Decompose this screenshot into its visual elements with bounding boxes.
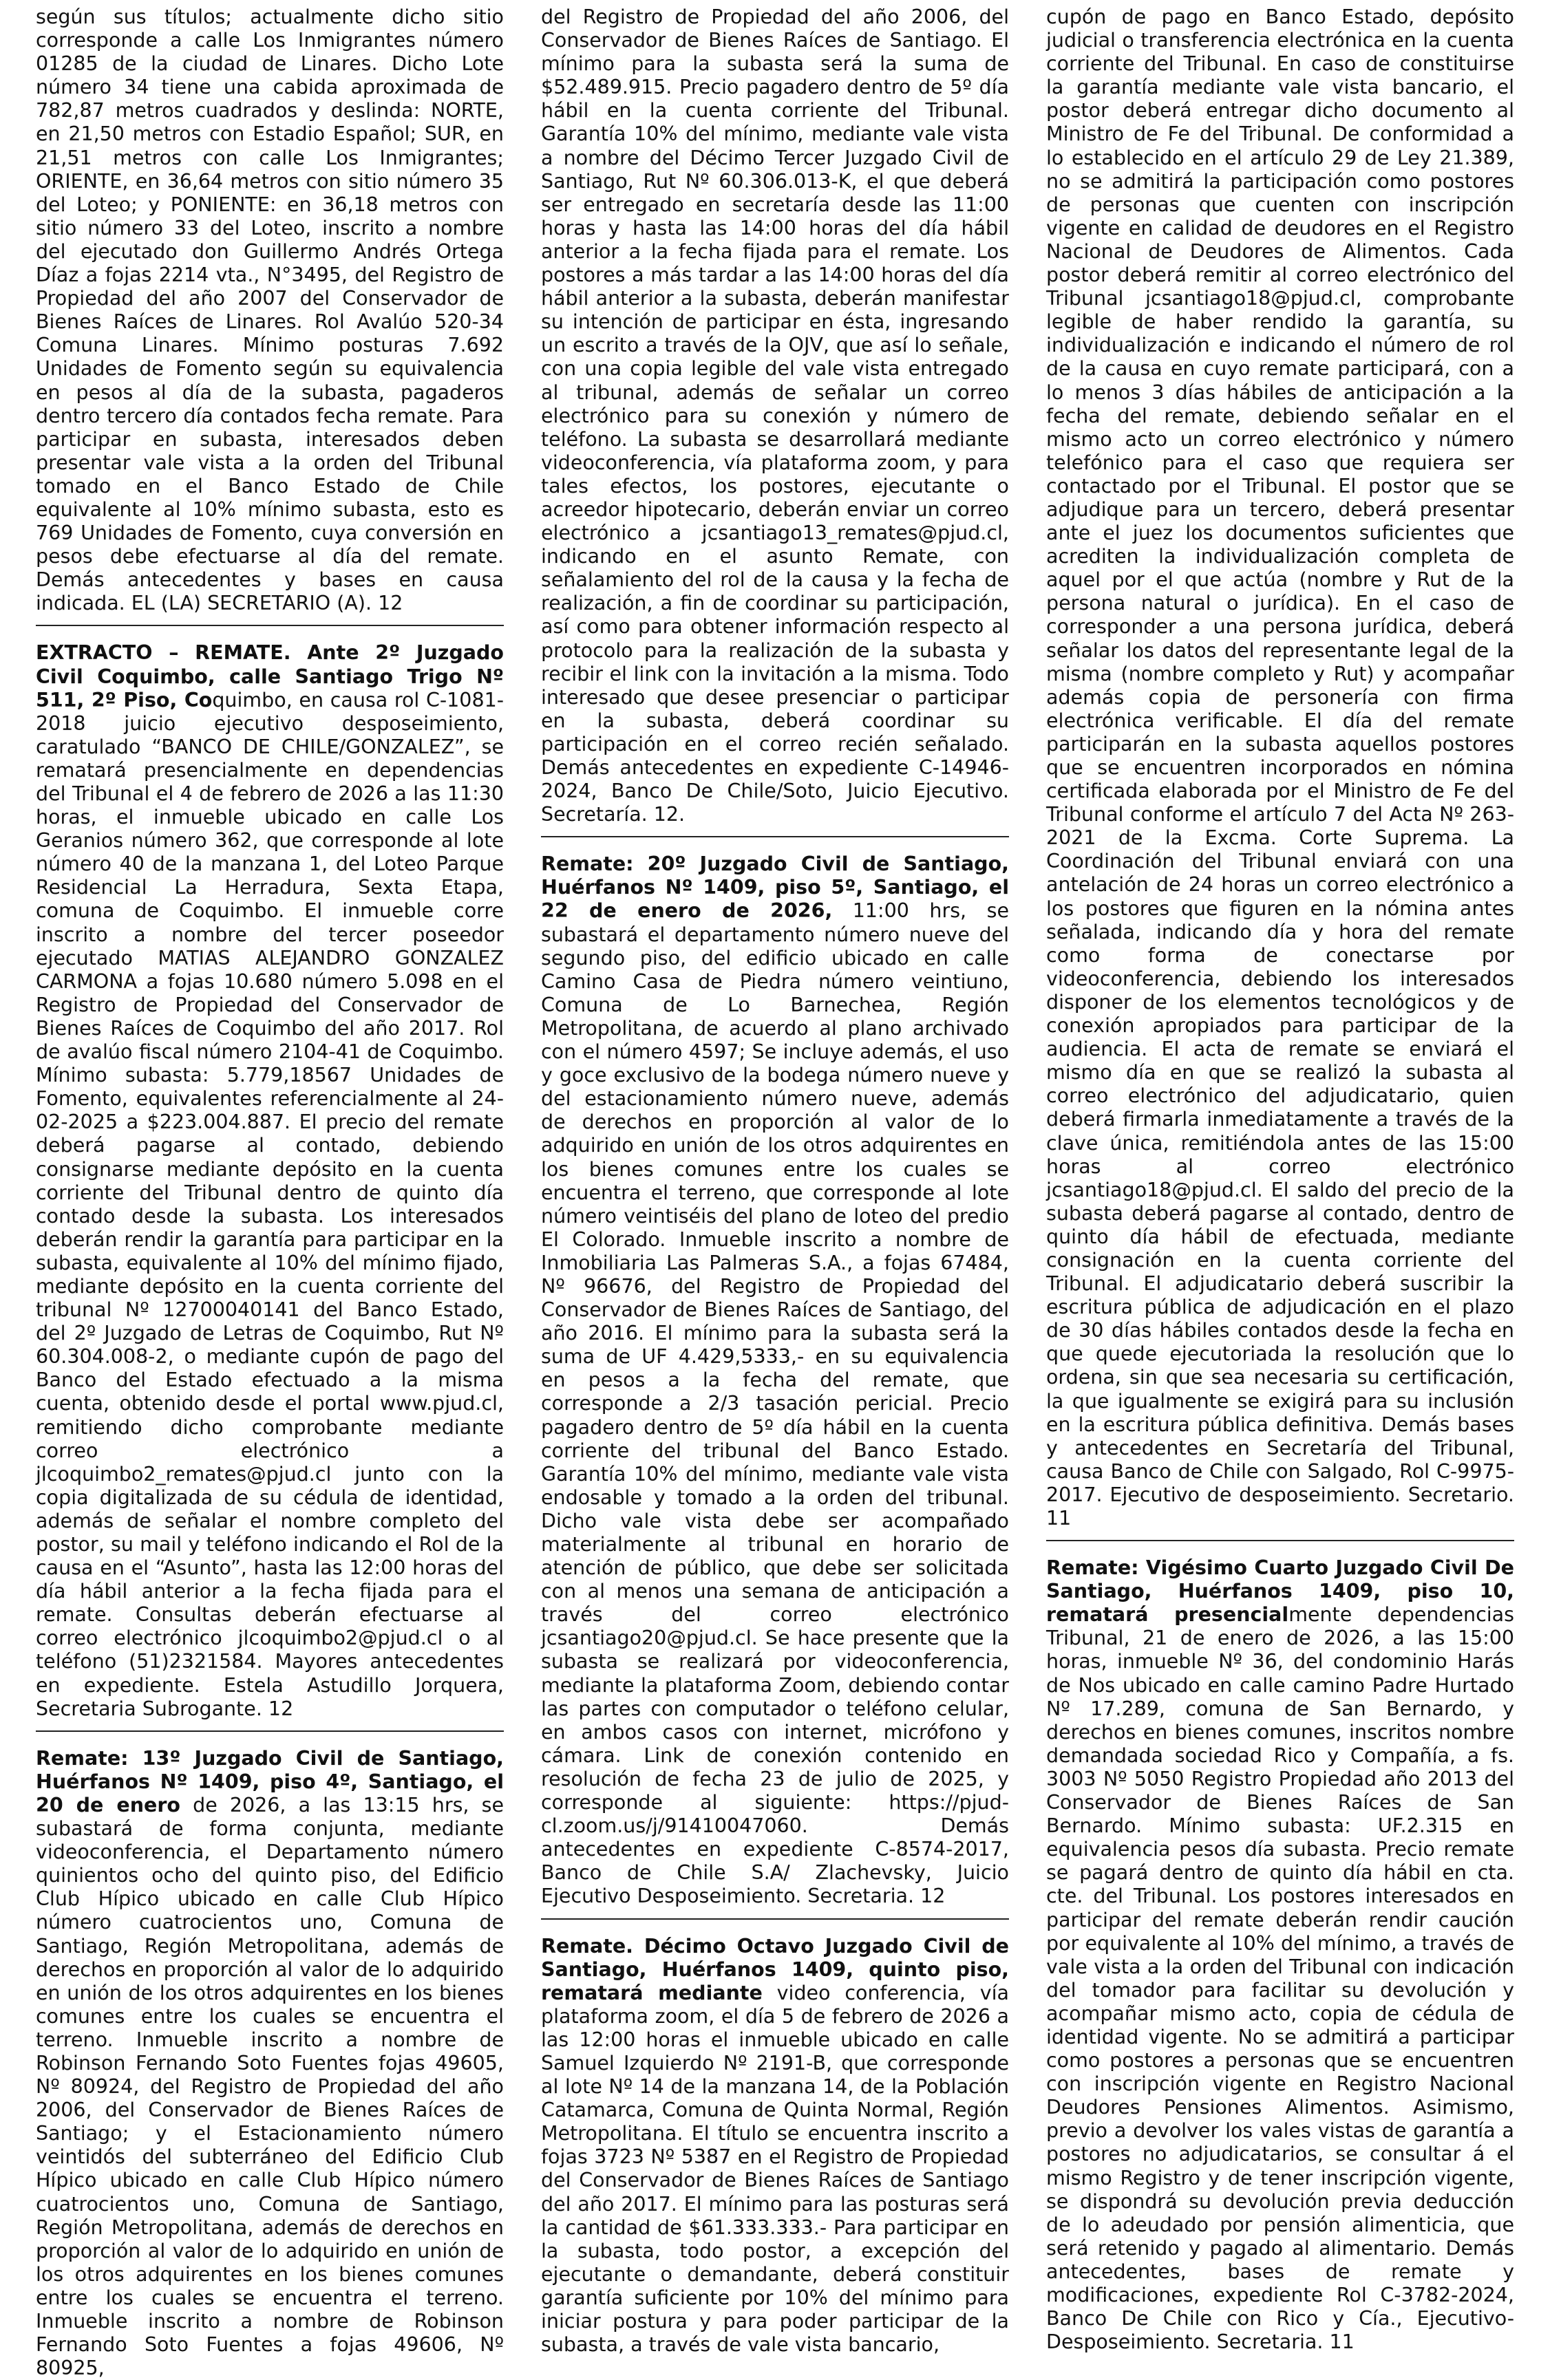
column-1 (36, 6, 504, 2380)
legal-notice (36, 641, 504, 1720)
legal-notice (541, 1935, 1009, 2357)
legal-notice (1046, 6, 1514, 1530)
legal-notice (1046, 1556, 1514, 2354)
legal-notice (541, 6, 1009, 826)
notice-body: de 2026, a las 13:15 hrs, se subastará de forma conjunta, mediante videoconferencia, el Departamento número quinientos ocho del quinto piso, del Edificio Club Hípico ubicado en calle Club Hípico número cuatrocientos uno, Comuna de Santiago, Región Metropolitana, además de derechos en proporción al valor de lo adquirido en unión de los otros adquirentes en los bienes comunes entre los cuales se encuentra el terreno. Inmueble inscrito a nombre de Robinson Fernando Soto Fuentes fojas 49605, Nº 80924, del Registro de Propiedad del año 2006, del Conservador de Bienes Raíces de Santiago; y el Estacionamiento número veintidós del subterráneo del Edificio Club Hípico ubicado en calle Club Hípico número cuatrocientos uno, Comuna de Santiago, Región Metropolitana, además de derechos en proporción al valor de lo adquirido en unión de los otros adquirentes en los bienes comunes entre los cuales se encuentra el terreno. Inmueble inscrito a nombre de Robinson Fernando Soto Fuentes a fojas 49606, Nº 80925, (36, 1793, 504, 2380)
legal-notice (36, 1747, 504, 2380)
legal-notice (36, 6, 504, 615)
notice-body: video conferencia, vía plataforma zoom, el día 5 de febrero de 2026 a las 12:00 horas el inmueble ubicado en calle Samuel Izquierdo Nº 2191-B, que corresponde al lote Nº 14 de la manzana 14, de la Población Catamarca, Comuna de Quinta Normal, Región Metropolitana. El título se encuentra inscrito a fojas 3723 Nº 5387 en el Registro de Propiedad del Conservador de Bienes Raíces de Santiago del año 2017. El mínimo para las posturas será la cantidad de $61.333.333.- Para participar en la subasta, todo postor, a excepción del ejecutante o demandante, deberá constituir garantía suficiente por 10% del mínimo para iniciar postura y para poder participar de la subasta, a través de vale vista bancario, (541, 1981, 1009, 2357)
notice-heading: Remate: Vigésimo Cuarto Juzgado Civil De Santiago, Huérfanos 1409, piso 10, rematará presencial (1046, 1556, 1514, 1627)
notice-divider (541, 1918, 1009, 1920)
notice-divider (36, 625, 504, 626)
notice-body: del Registro de Propiedad del año 2006, del Conservador de Bienes Raíces de Santiago. El mínimo para la subasta será la suma de $52.489.915. Precio pagadero dentro de 5º día hábil en la cuenta corriente del Tribunal. Garantía 10% del mínimo, mediante vale vista a nombre del Décimo Tercer Juzgado Civil de Santiago, Rut Nº 60.306.013-K, el que deberá ser entregado en secretaría desde las 11:00 horas y hasta las 14:00 horas del día hábil anterior a la fecha fijada para el remate. Los postores a más tardar a las 14:00 horas del día hábil anterior a la subasta, deberán manifestar su intención de participar en ésta, ingresando un escrito a través de la OJV, que así lo señale, con una copia legible del vale vista entregado al tribunal, además de señalar un correo electrónico para su conexión y número de teléfono. La subasta se desarrollará mediante videoconferencia, vía plataforma zoom, y para tales efectos, los postores, ejecutante o acreedor hipotecario, deberán enviar un correo electrónico a jcsantiago13_remates@pjud.cl, indicando en el asunto Remate, con señalamiento del rol de la causa y la fecha de realización, a fin de coordinar su participación, así como para obtener información respecto al protocolo para la realización de la subasta y recibir el link con la invitación a la misma. Todo interesado que desee presenciar o participar en la subasta, deberá coordinar su participación en el correo recién señalado. Demás antecedentes en expediente C-14946-2024, Banco De Chile/Soto, Juicio Ejecutivo. Secretaría. 12. (541, 6, 1009, 826)
notice-body: 11:00 hrs, se subastará el departamento número nueve del segundo piso, del edificio ubicado en calle Camino Casa de Piedra número veintiuno, Comuna de Lo Barnechea, Región Metropolitana, de acuerdo al plano archivado con el número 4597; Se incluye además, el uso y goce exclusivo de la bodega número nueve y del estacionamiento número nueve, además de derechos en proporción al valor de lo adquirido en unión de los otros adquirentes en los bienes comunes entre los cuales se encuentra el terreno, que corresponde al lote número veintiséis del plano de loteo del predio El Colorado. Inmueble inscrito a nombre de Inmobiliaria Las Palmeras S.A., a fojas 67484, Nº 96676, del Registro de Propiedad del Conservador de Bienes Raíces de Santiago, del año 2016. El mínimo para la subasta será la suma de UF 4.429,5333,- en su equivalencia en pesos a la fecha del remate, que corresponde a 2/3 tasación pericial. Precio pagadero dentro de 5º día hábil en la cuenta corriente del tribunal del Banco Estado. Garantía 10% del mínimo, mediante vale vista endosable y tomado a la orden del tribunal. Dicho vale vista debe ser acompañado materialmente al tribunal en horario de atención de público, que debe ser solicitada con al menos una semana de anticipación a través del correo electrónico jcsantiago20@pjud.cl. Se hace presente que la subasta se realizará por videoconferencia, mediante la plataforma Zoom, debiendo contar las partes con computador o teléfono celular, en ambos casos con internet, micrófono y cámara. Link de conexión contenido en resolución de fecha 23 de julio de 2025, y corresponde al siguiente: https://pjud-cl.zoom.us/j/91410047060. Demás antecedentes en expediente C-8574-2017, Banco de Chile S.A/ Zlachevsky, Juicio Ejecutivo Desposeimiento. Secretaria. 12 (541, 899, 1009, 1908)
notice-text (541, 1935, 1009, 2357)
column-2 (541, 6, 1009, 2357)
notice-body: según sus títulos; actualmente dicho sitio corresponde a calle Los Inmigrantes número 01285 de la ciudad de Linares. Dicho Lote número 34 tiene una cabida aproximada de 782,87 metros cuadrados y deslinda: NORTE, en 21,50 metros con Estadio Español; SUR, en 21,51 metros con calle Los Inmigrantes; ORIENTE, en 36,64 metros con sitio número 35 del Loteo; y PONIENTE: en 36,18 metros con sitio número 33 del Loteo, inscrito a nombre del ejecutado don Guillermo Andrés Ortega Díaz a fojas 2214 vta., N°3495, del Registro de Propiedad del año 2007 del Conservador de Bienes Raíces de Linares. Rol Avalúo 520-34 Comuna Linares. Mínimo posturas 7.692 Unidades de Fomento según su equivalencia en pesos al día de la subasta, pagaderos dentro tercero día contados fecha remate. Para participar en subasta, interesados deben presentar vale vista a la orden del Tribunal tomado en el Banco Estado de Chile equivalente al 10% mínimo subasta, esto es 769 Unidades de Fomento, cuya conversión en pesos debe efectuarse al día del remate. Demás antecedentes y bases en causa indicada. EL (LA) SECRETARIO (A). 12 (36, 6, 504, 615)
notice-heading: Remate: 13º Juzgado Civil de Santiago, Huérfanos Nº 1409, piso 4º, Santiago, el 20 de enero (36, 1746, 504, 1816)
notice-body: cupón de pago en Banco Estado, depósito judicial o transferencia electrónica en la cuenta corriente del Tribunal. En caso de constituirse la garantía mediante vale vista bancario, el postor deberá entregar dicho documento al Ministro de Fe del Tribunal. De conformidad a lo establecido en el artículo 29 de Ley 21.389, no se admitirá la participación como postores de personas que cuenten con inscripción vigente en calidad de deudores en el Registro Nacional de Deudores de Alimentos. Cada postor deberá remitir al correo electrónico del Tribunal jcsantiago18@pjud.cl, comprobante legible de haber rendido la garantía, su individualización e indicando el número de rol de la causa en cuyo remate participará, con a lo menos 3 días hábiles de anticipación a la fecha del remate, debiendo señalar en el mismo acto un correo electrónico y número telefónico para el caso que requiera ser contactado por el Tribunal. El postor que se adjudique para un tercero, deberá presentar ante el juez los documentos suficientes que acrediten la individualización completa de aquel por el que actúa (nombre y Rut de la persona natural o jurídica). En el caso de corresponder a una persona jurídica, deberá señalar los datos del representante legal de la misma (nombre completo y Rut) y acompañar además copia de personería con firma electrónica verificable. El día del remate participarán en la subasta aquellos postores que se encuentren incorporados en nómina certificada elaborada por el Ministro de Fe del Tribunal conforme el artículo 7 del Acta Nº 263-2021 de la Excma. Corte Suprema. La Coordinación del Tribunal enviará con una antelación de 24 horas un correo electrónico a los postores que figuren en la nómina antes señalada, indicando día y hora del remate como forma de conectarse por videoconferencia, debiendo los interesados disponer de los elementos tecnológicos y de conexión apropiados para participar de la audiencia. El acta de remate se enviará el mismo día en que se realizó la subasta al correo electrónico del adjudicatario, quien deberá firmarla inmediatamente a través de la clave única, remitiéndola antes de las 15:00 horas al correo electrónico jcsantiago18@pjud.cl. El saldo del precio de la subasta deberá pagarse al contado, dentro de quinto día hábil de efectuada, mediante consignación en la cuenta corriente del Tribunal. El adjudicatario deberá suscribir la escritura pública de adjudicación en el plazo de 30 días hábiles contados desde la fecha en que quede ejecutoriada la resolución que lo ordena, sin que sea necesaria su certificación, la que igualmente se exigirá para su inclusión en la escritura pública definitiva. Demás bases y antecedentes en Secretaría del Tribunal, causa Banco de Chile con Salgado, Rol C-9975-2017. Ejecutivo de desposeimiento. Secretario. 11 (1046, 6, 1514, 1530)
notice-heading: Remate. Décimo Octavo Juzgado Civil de Santiago, Huérfanos 1409, quinto piso, rematará mediante (541, 1934, 1009, 2004)
notice-text (1046, 6, 1514, 1530)
notice-divider (36, 1730, 504, 1732)
notice-heading: Remate: 20º Juzgado Civil de Santiago, Huérfanos Nº 1409, piso 5º, Santiago, el 22 de enero de 2026, (541, 853, 1009, 923)
notice-text (541, 6, 1009, 826)
notice-body: mente dependencias Tribunal, 21 de enero de 2026, a las 15:00 horas, inmueble Nº 36, del condominio Harás de Nos ubicado en calle camino Padre Hurtado Nº 17.289, comuna de San Bernardo, y derechos en bienes comunes, inscritos nombre demandada sociedad Rico y Compañía, a fs. 3003 Nº 5050 Registro Propiedad año 2013 del Conservador de Bienes Raíces de San Bernardo. Mínimo subasta: UF.2.315 en equivalencia pesos día subasta. Precio remate se pagará dentro de quinto día hábil en cta. cte. del Tribunal. Los postores interesados en participar del remate deberán rendir caución por equivalente al 10% del mínimo, a través de vale vista a la orden del Tribunal con indicación del tomador para facilitar su devolución y acompañar mismo acto, copia de cédula de identidad vigente. No se admitirá a participar como postores a personas que se encuentren con inscripción vigente en Registro Nacional Deudores Pensiones Alimentos. Asimismo, previo a devolver los vales vistas de garantía a postores no adjudicatarios, se consultar á el mismo Registro y de tener inscripción vigente, se dispondrá su devolución previa deducción de lo adeudado por pensión alimenticia, que será retenido y pagado al alimentario. Demás antecedentes, bases de remate y modificaciones, expediente Rol C-3782-2024, Banco De Chile con Rico y Cía., Ejecutivo-Desposeimiento. Secretaria. 11 (1046, 1603, 1514, 2354)
notice-text (541, 853, 1009, 1908)
notice-text (36, 6, 504, 615)
notice-heading: EXTRACTO – REMATE. Ante 2º Juzgado Civil Coquimbo, calle Santiago Trigo Nº 511, 2º Piso, Co (36, 641, 504, 711)
notice-divider (1046, 1540, 1514, 1541)
notice-body: quimbo, en causa rol C-1081-2018 juicio ejecutivo desposeimiento, caratulado “BANCO DE CHILE/GONZALEZ”, se rematará presencialmente en dependencias del Tribunal el 4 de febrero de 2026 a las 11:30 horas, el inmueble ubicado en calle Los Geranios número 362, que corresponde al lote número 40 de la manzana 1, del Loteo Parque Residencial La Herradura, Sexta Etapa, comuna de Coquimbo. El inmueble corre inscrito a nombre del tercer poseedor ejecutado MATIAS ALEJANDRO GONZALEZ CARMONA a fojas 10.680 número 5.098 en el Registro de Propiedad del Conservador de Bienes Raíces de Coquimbo del año 2017. Rol de avalúo fiscal número 2104-41 de Coquimbo. Mínimo subasta: 5.779,18567 Unidades de Fomento, equivalentes referencialmente al 24-02-2025 a $223.004.887. El precio del remate deberá pagarse al contado, debiendo consignarse mediante depósito en la cuenta corriente del Tribunal dentro de quinto día contado desde la subasta. Los interesados deberán rendir la garantía para participar en la subasta, equivalente al 10% del mínimo fijado, mediante depósito en la cuenta corriente del tribunal Nº 12700040141 del Banco Estado, del 2º Juzgado de Letras de Coquimbo, Rut Nº 60.304.008-2, o mediante cupón de pago del Banco del Estado efectuado a la misma cuenta, obtenido desde el portal www.pjud.cl, remitiendo dicho comprobante mediante correo electrónico a jlcoquimbo2_remates@pjud.cl junto con la copia digitalizada de su cédula de identidad, además de señalar el nombre completo del postor, su mail y teléfono indicando el Rol de la causa en el “Asunto”, hasta las 12:00 horas del día hábil anterior a la fecha fijada para el remate. Consultas deberán efectuarse al correo electrónico jlcoquimbo2@pjud.cl o al teléfono (51)2321584. Mayores antecedentes en expediente. Estela Astudillo Jorquera, Secretaria Subrogante. 12 (36, 688, 504, 1720)
legal-notice (541, 853, 1009, 1908)
notice-text (1046, 1556, 1514, 2354)
notice-text (36, 1747, 504, 2380)
column-3 (1046, 6, 1514, 2354)
notice-divider (541, 836, 1009, 837)
notice-text (36, 641, 504, 1720)
